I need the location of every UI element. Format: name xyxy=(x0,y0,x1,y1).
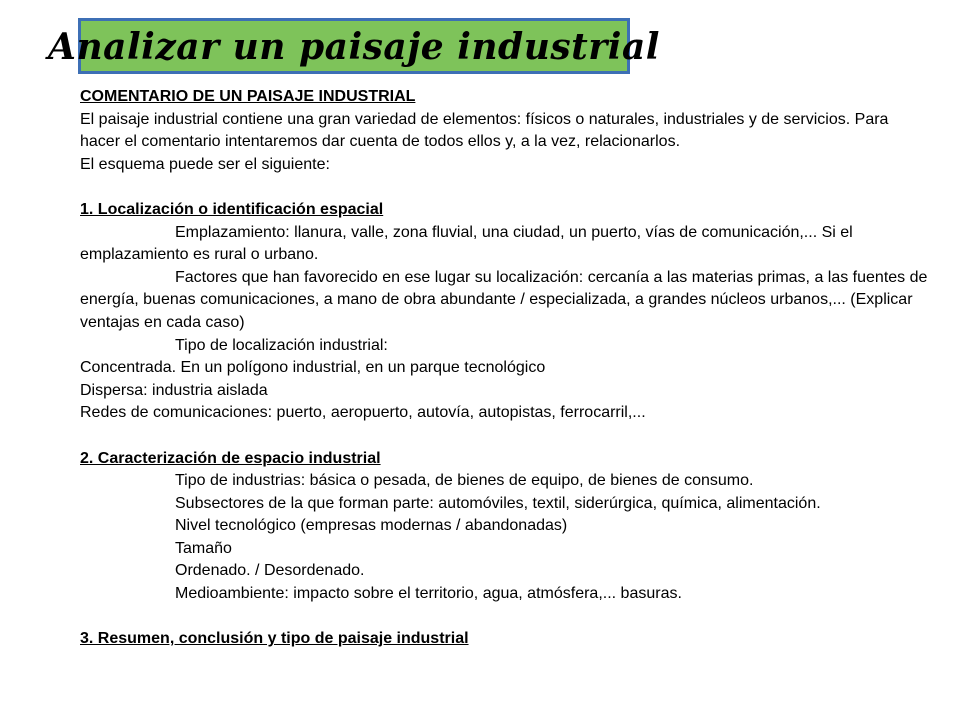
section-1-item: Emplazamiento: llanura, valle, zona fluvial, una ciudad, un puerto, vías de comunicación,... Si el emplazamiento es rural o urbano. xyxy=(80,223,853,264)
section-1-heading: 1. Localización o identificación espacial xyxy=(80,200,384,218)
intro-scheme-line: El esquema puede ser el siguiente: xyxy=(80,155,330,173)
spacer xyxy=(80,606,930,629)
section-2-item: Tamaño xyxy=(175,539,232,557)
spacer xyxy=(80,176,930,199)
section-1-line: Dispersa: industria aislada xyxy=(80,381,268,399)
section-2-item: Nivel tecnológico (empresas modernas / abandonadas) xyxy=(175,517,568,535)
section-2-item: Medioambiente: impacto sobre el territorio, agua, atmósfera,... basuras. xyxy=(175,585,682,603)
section-1-line: Concentrada. En un polígono industrial, en un parque tecnológico xyxy=(80,359,546,377)
main-heading: COMENTARIO DE UN PAISAJE INDUSTRIAL xyxy=(80,88,416,105)
title-banner xyxy=(48,18,660,74)
document-body xyxy=(80,86,930,651)
section-1-item: Tipo de localización industrial: xyxy=(175,336,388,354)
spacer xyxy=(80,425,930,448)
section-2-item: Tipo de industrias: básica o pesada, de bienes de equipo, de bienes de consumo. xyxy=(175,472,754,490)
section-2-heading: 2. Caracterización de espacio industrial xyxy=(80,449,381,467)
section-3-heading: 3. Resumen, conclusión y tipo de paisaje industrial xyxy=(80,630,469,648)
section-1-item: Factores que han favorecido en ese lugar su localización: cercanía a las materias primas, a las fuentes de energía, buenas comunicaciones, a mano de obra abundante / especializada, a grandes núcleos urbanos,... (Explicar ventajas en cada caso) xyxy=(80,268,928,331)
page-title: Analizar un paisaje industrial xyxy=(48,26,660,68)
intro-paragraph: El paisaje industrial contiene una gran variedad de elementos: físicos o naturales, industriales y de servicios. Para hacer el comentario intentaremos dar cuenta de todos ellos y, a la vez, relacionarlos. xyxy=(80,110,889,151)
section-2-item: Ordenado. / Desordenado. xyxy=(175,562,365,580)
section-1-line: Redes de comunicaciones: puerto, aeropuerto, autovía, autopistas, ferrocarril,... xyxy=(80,404,646,422)
section-2-item: Subsectores de la que forman parte: automóviles, textil, siderúrgica, química, alimentación. xyxy=(175,494,821,512)
